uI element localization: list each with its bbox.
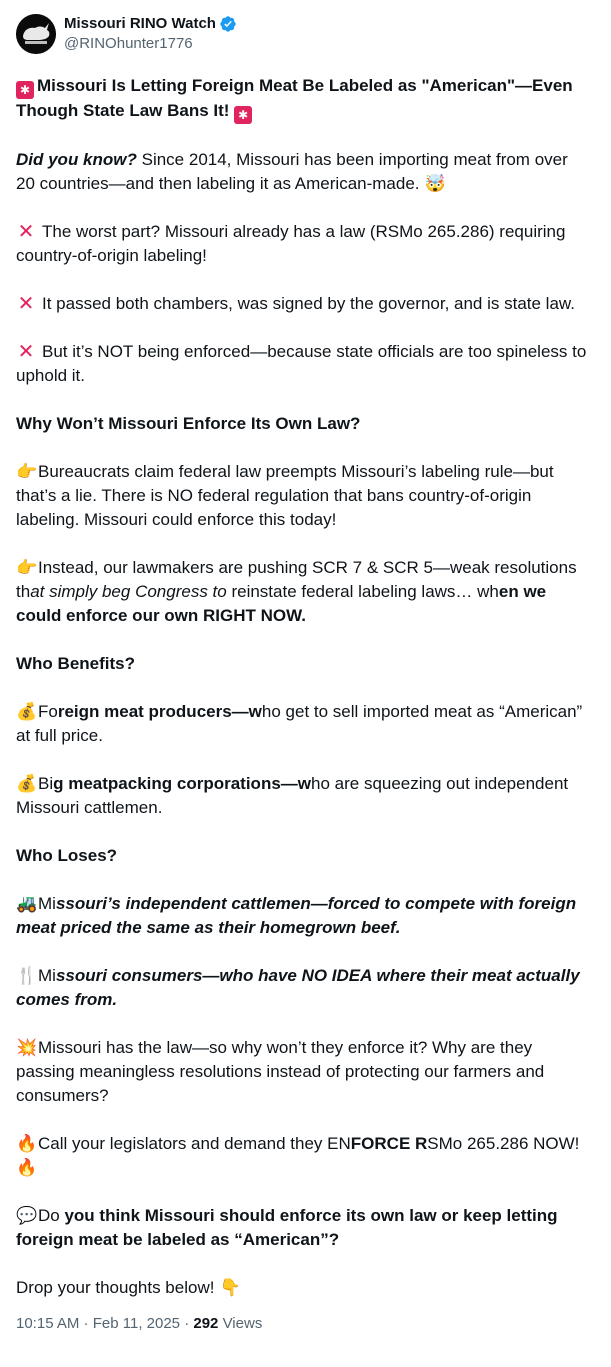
paragraph-text: ho are squeezing out independent Missouri cattlemen.: [16, 774, 569, 817]
meta-separator: ·: [79, 1315, 93, 1332]
handle[interactable]: @RINOhunter1776: [64, 35, 193, 52]
paragraph-bold-text: FORCE R: [350, 1134, 428, 1153]
siren-icon: ✱: [16, 81, 34, 99]
paragraph-bold-text: reign meat producers—w: [57, 702, 262, 721]
fire-icon: 🔥: [16, 1134, 38, 1154]
tweet-header: [16, 12, 595, 56]
author-names: [64, 14, 237, 54]
tweet-title: [16, 74, 591, 124]
tractor-icon: 🚜: [16, 894, 38, 914]
siren-icon: ✱: [234, 106, 252, 124]
paragraph-instead: [16, 556, 591, 628]
did-you-know-text: Did you know?: [16, 150, 137, 169]
heading-who-loses: Who Loses?: [16, 846, 118, 865]
paragraph-text: Call your legislators and demand they EN: [38, 1134, 351, 1153]
meta-separator: ·: [180, 1315, 194, 1332]
paragraph-bold-italic-text: ssouri consumers—who have NO IDEA where their meat actually comes from.: [16, 966, 580, 1009]
point-right-icon: 👉: [16, 558, 38, 578]
speech-balloon-icon: 💬: [16, 1206, 38, 1226]
fire-icon: 🔥: [16, 1158, 38, 1178]
cross-mark-icon: ✕: [17, 341, 35, 363]
cross-mark-icon: ✕: [17, 293, 35, 315]
point-down-icon: 👇: [219, 1278, 241, 1298]
paragraph-text: Do: [38, 1206, 65, 1225]
paragraph-call-legislators: [16, 1132, 591, 1180]
paragraph-text: Drop your thoughts below!: [16, 1278, 220, 1297]
paragraph-text: It passed both chambers, was signed by the governor, and is state law.: [42, 294, 575, 313]
money-bag-icon: 💰: [16, 702, 38, 722]
heading-who-benefits: Who Benefits?: [16, 654, 135, 673]
paragraph-text: The worst part? Missouri already has a law (RSMo 265.286) requiring country-of-origin labeling!: [16, 222, 566, 265]
paragraph-text: reinstate federal labeling laws… wh: [226, 582, 499, 601]
paragraph-text: SMo 265.286 NOW!: [427, 1134, 580, 1153]
paragraph-text: Mi: [38, 894, 56, 913]
paragraph-text: Mi: [38, 966, 56, 985]
exploding-head-icon: 🤯: [424, 174, 446, 194]
display-name[interactable]: Missouri RINO Watch: [64, 15, 216, 32]
paragraph-drop-thoughts: [16, 1276, 591, 1300]
paragraph-did-you-know: [16, 148, 591, 196]
rhino-logo-icon: [16, 14, 56, 54]
paragraph-meatpacking: [16, 772, 591, 820]
paragraph-text: Fo: [38, 702, 58, 721]
paragraph-bold-italic-text: ssouri’s independent cattlemen—forced to compete with foreign meat priced the same as their homegrown beef.: [16, 894, 577, 937]
paragraph-bureaucrats: [16, 460, 591, 532]
point-right-icon: 👉: [16, 462, 38, 482]
paragraph-consumers: [16, 964, 591, 1012]
money-bag-icon: 💰: [16, 774, 38, 794]
paragraph-not-enforced: [16, 340, 591, 388]
paragraph-text: ho get to sell imported meat as “American” at full price.: [16, 702, 583, 745]
views-label: Views: [218, 1315, 263, 1332]
paragraph-bold-text: en we could enforce our own RIGHT NOW.: [16, 582, 547, 625]
paragraph-text: Bureaucrats claim federal law preempts Missouri’s labeling rule—but that’s a lie. There is NO federal regulation that bans country-of-origin labeling. Missouri could enforce this today!: [16, 462, 554, 529]
display-row: [64, 14, 237, 34]
paragraph-cattlemen: [16, 892, 591, 940]
paragraph-question: [16, 1204, 591, 1252]
paragraph-foreign-producers: [16, 700, 591, 748]
fork-knife-icon: 🍴: [16, 966, 38, 986]
paragraph-text: Instead, our lawmakers are pushing SCR 7 & SCR 5—weak resolutions th: [16, 558, 577, 601]
paragraph-worst-part: [16, 220, 591, 268]
tweet-meta: [16, 1314, 595, 1334]
paragraph-missouri-has-law: [16, 1036, 591, 1108]
paragraph-italic-text: at simply beg Congress to: [30, 582, 227, 601]
heading-why: Why Won’t Missouri Enforce Its Own Law?: [16, 414, 361, 433]
paragraph-text: Since 2014, Missouri has been importing meat from over 20 countries—and then labeling it as American-made.: [16, 150, 568, 193]
cross-mark-icon: ✕: [17, 221, 35, 243]
post-date[interactable]: Feb 11, 2025: [92, 1315, 181, 1332]
paragraph-bold-text: you think Missouri should enforce its own law or keep letting foreign meat be labeled as “American”?: [16, 1206, 558, 1249]
verified-badge-icon: [219, 15, 237, 33]
paragraph-text: Missouri has the law—so why won’t they enforce it? Why are they passing meaningless resolutions instead of protecting our farmers and consumers?: [16, 1038, 545, 1105]
post-time[interactable]: 10:15 AM: [16, 1315, 80, 1332]
avatar[interactable]: [16, 14, 56, 54]
tweet-text: [16, 74, 591, 1300]
title-text: Missouri Is Letting Foreign Meat Be Labeled as "American"—Even Though State Law Bans It!: [16, 76, 573, 120]
views-count[interactable]: 292: [193, 1315, 219, 1332]
paragraph-text: Bi: [38, 774, 54, 793]
paragraph-text: But it’s NOT being enforced—because state officials are too spineless to uphold it.: [16, 342, 587, 385]
paragraph-bold-text: g meatpacking corporations—w: [53, 774, 312, 793]
collision-icon: 💥: [16, 1038, 38, 1058]
paragraph-passed: [16, 292, 591, 316]
